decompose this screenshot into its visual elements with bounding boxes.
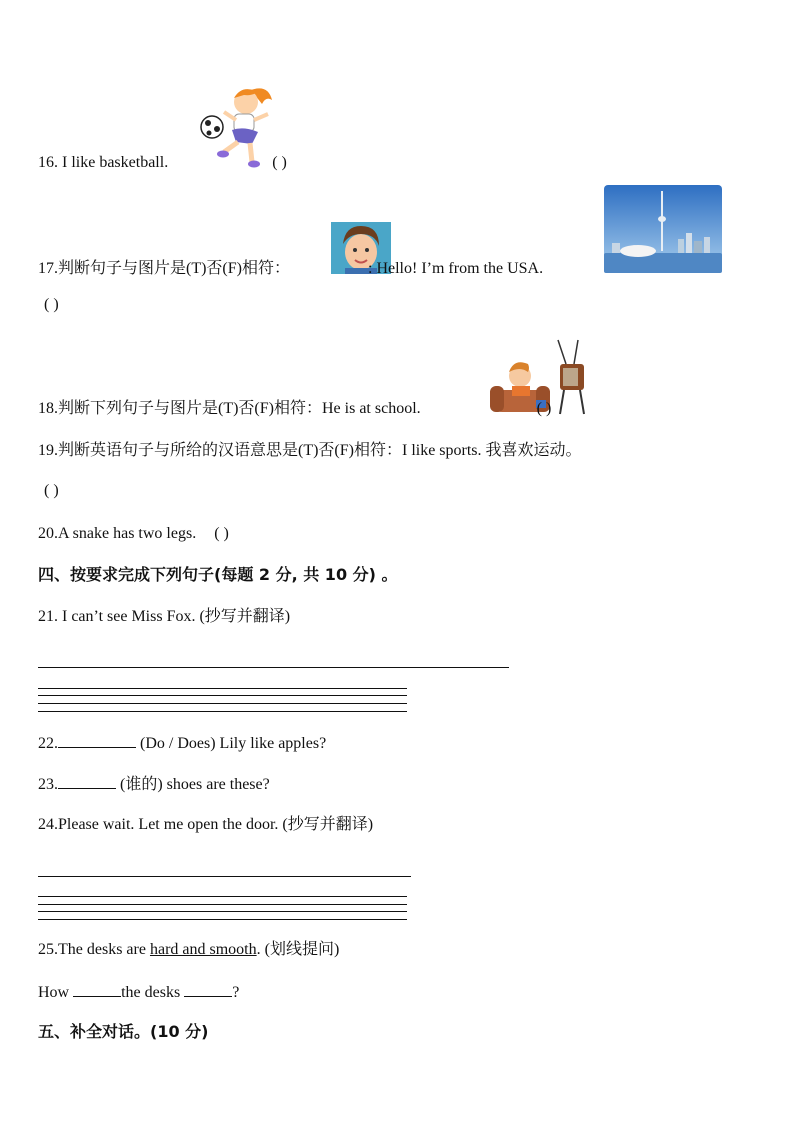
question-16-text: 16. I like basketball. xyxy=(38,154,169,171)
city-skyline-picture xyxy=(604,185,722,273)
question-19: 19.判断英语句子与所给的汉语意思是(T)否(F)相符：I like sports. 我喜欢运动。 xyxy=(38,442,582,459)
answer-paren-18: ( ) xyxy=(536,400,552,417)
answer-line-21a[interactable] xyxy=(38,667,509,668)
answer-line-24e[interactable] xyxy=(38,919,407,920)
question-17-text: 17.判断句子与图片是(T)否(F)相符： xyxy=(38,260,290,277)
question-16 xyxy=(38,152,287,174)
answer-line-24c[interactable] xyxy=(38,904,407,905)
answer-paren-17: ( ) xyxy=(44,296,59,313)
blank-25b[interactable] xyxy=(184,981,232,997)
question-25-start: 25.The desks are xyxy=(38,941,150,958)
question-20-text: 20.A snake has two legs. xyxy=(38,525,197,542)
question-22 xyxy=(38,732,326,755)
section-4-heading: 四、按要求完成下列句子(每题 2 分, 共 10 分) 。 xyxy=(38,565,398,584)
question-25-answer xyxy=(38,981,239,1004)
question-18-text: 18.判断下列句子与图片是(T)否(F)相符：He is at school. xyxy=(38,400,421,417)
answer-paren-16: ( ) xyxy=(272,154,287,171)
blank-22[interactable] xyxy=(58,732,136,748)
answer-paren-20: ( ) xyxy=(214,525,229,542)
question-22-number: 22. xyxy=(38,735,58,752)
question-22-text: (Do / Does) Lily like apples? xyxy=(136,735,327,752)
question-18 xyxy=(38,398,551,420)
question-23 xyxy=(38,773,270,796)
question-17-sentence: : Hello! I’m from the USA. xyxy=(368,260,544,277)
blank-25a[interactable] xyxy=(73,981,121,997)
question-25 xyxy=(38,939,339,961)
question-25-mark: ? xyxy=(232,984,240,1001)
question-20 xyxy=(38,523,229,545)
blank-23[interactable] xyxy=(58,773,116,789)
question-23-text: (谁的) shoes are these? xyxy=(116,776,270,793)
question-17 xyxy=(38,258,543,280)
answer-line-21c[interactable] xyxy=(38,695,407,696)
answer-line-21e[interactable] xyxy=(38,711,407,712)
answer-line-21b[interactable] xyxy=(38,688,407,689)
answer-line-21d[interactable] xyxy=(38,703,407,704)
answer-line-24d[interactable] xyxy=(38,911,407,912)
question-25-how: How xyxy=(38,984,74,1001)
question-23-number: 23. xyxy=(38,776,58,793)
question-24: 24.Please wait. Let me open the door. (抄写并翻译) xyxy=(38,816,374,833)
question-25-end: . (划线提问) xyxy=(256,941,340,958)
question-21: 21. I can’t see Miss Fox. (抄写并翻译) xyxy=(38,608,291,625)
question-25-underlined: hard and smooth xyxy=(149,941,257,958)
section-5-heading: 五、补全对话。(10 分) xyxy=(38,1022,209,1041)
answer-paren-19: ( ) xyxy=(44,482,59,499)
answer-line-24b[interactable] xyxy=(38,896,407,897)
answer-line-24a[interactable] xyxy=(38,876,411,877)
question-25-desks: the desks xyxy=(121,984,185,1001)
